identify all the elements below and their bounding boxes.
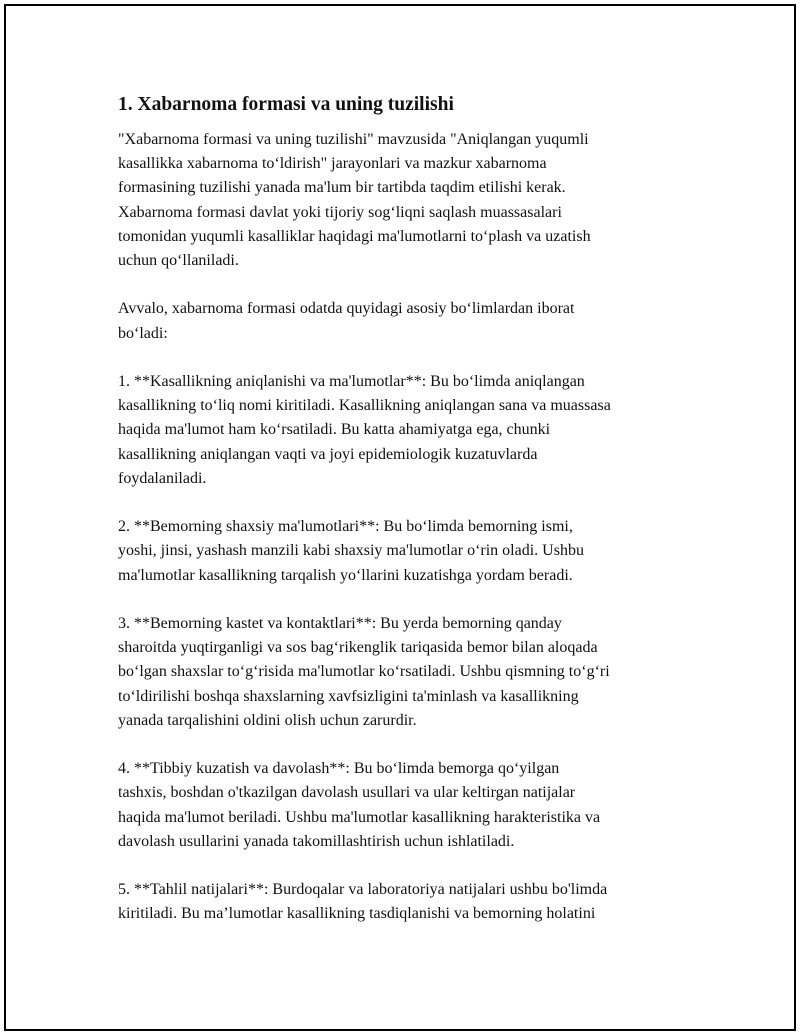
text-line: haqida ma'lumot ham koʻrsatiladi. Bu katta ahamiyatga ega, chunki bbox=[118, 421, 551, 439]
text-line: kasallikning aniqlangan vaqti va joyi epidemiologik kuzatuvlarda bbox=[118, 445, 538, 463]
paragraph-intro bbox=[118, 128, 688, 273]
text-line: 5. **Tahlil natijalari**: Burdoqalar va laboratoriya natijalari ushbu bo'limda bbox=[118, 881, 608, 899]
section-title: 1. Xabarnoma formasi va uning tuzilishi bbox=[118, 94, 454, 115]
text-line: haqida ma'lumot beriladi. Ushbu ma'lumotlar kasallikning harakteristika va bbox=[118, 808, 601, 826]
text-line: 1. **Kasallikning aniqlanishi va ma'lumotlar**: Bu boʻlimda aniqlangan bbox=[118, 373, 585, 390]
text-line: boʻladi: bbox=[118, 324, 168, 342]
paragraph-item-4 bbox=[118, 757, 688, 854]
paragraph-item-2 bbox=[118, 515, 688, 588]
text-line: foydalaniladi. bbox=[118, 469, 207, 487]
text-line: Xabarnoma formasi davlat yoki tijoriy sogʻliqni saqlash muassasalari bbox=[118, 203, 562, 221]
text-line: kasallikning toʻliq nomi kiritiladi. Kasallikning aniqlangan sana va muassasa bbox=[118, 397, 611, 415]
text-line: tashxis, boshdan o'tkazilgan davolash usullari va ular keltirgan natijalar bbox=[118, 784, 576, 802]
text-line: yanada tarqalishini oldini olish uchun zarurdir. bbox=[118, 711, 417, 729]
text-line: sharoitda yuqtirganligi va sos bagʻrikenglik tariqasida bemor bilan aloqada bbox=[118, 639, 598, 657]
text-line: formasining tuzilishi yanada ma'lum bir tartibda taqdim etilishi kerak. bbox=[118, 179, 566, 197]
text-line: "Xabarnoma formasi va uning tuzilishi" mavzusida "Aniqlangan yuqumli bbox=[118, 131, 589, 148]
text-line: Avvalo, xabarnoma formasi odatda quyidagi asosiy boʻlimlardan iborat bbox=[118, 300, 575, 318]
text-line: tomonidan yuqumli kasalliklar haqidagi ma'lumotlarni toʻplash va uzatish bbox=[118, 227, 591, 245]
text-line: 4. **Tibbiy kuzatish va davolash**: Bu boʻlimda bemorga qoʻyilgan bbox=[118, 760, 560, 778]
text-line: davolash usullarini yanada takomillashtirish uchun ishlatiladi. bbox=[118, 832, 515, 850]
paragraph-item-5 bbox=[118, 878, 688, 926]
text-line: uchun qoʻllaniladi. bbox=[118, 252, 239, 270]
paragraph-item-3 bbox=[118, 612, 688, 733]
text-line: kiritiladi. Bu maʼlumotlar kasallikning tasdiqlanishi va bemorning holatini bbox=[118, 905, 596, 923]
paragraph-overview bbox=[118, 297, 688, 345]
text-line: ma'lumotlar kasallikning tarqalish yoʻllarini kuzatishga yordam beradi. bbox=[118, 566, 573, 584]
text-line: kasallikka xabarnoma toʻldirish" jarayonlari va mazkur xabarnoma bbox=[118, 155, 547, 173]
text-line: yoshi, jinsi, yashash manzili kabi shaxsiy ma'lumotlar oʻrin oladi. Ushbu bbox=[118, 542, 584, 560]
text-line: 2. **Bemorning shaxsiy ma'lumotlari**: Bu boʻlimda bemorning ismi, bbox=[118, 518, 573, 536]
paragraph-item-1 bbox=[118, 370, 688, 491]
text-line: boʻlgan shaxslar toʻgʻrisida ma'lumotlar koʻrsatiladi. Ushbu qismning toʻgʻri bbox=[118, 663, 610, 681]
document-body bbox=[118, 92, 688, 951]
text-line: toʻldirilishi boshqa shaxslarning xavfsizligini ta'minlash va kasallikning bbox=[118, 687, 579, 705]
text-line: 3. **Bemorning kastet va kontaktlari**: Bu yerda bemorning qanday bbox=[118, 615, 562, 632]
